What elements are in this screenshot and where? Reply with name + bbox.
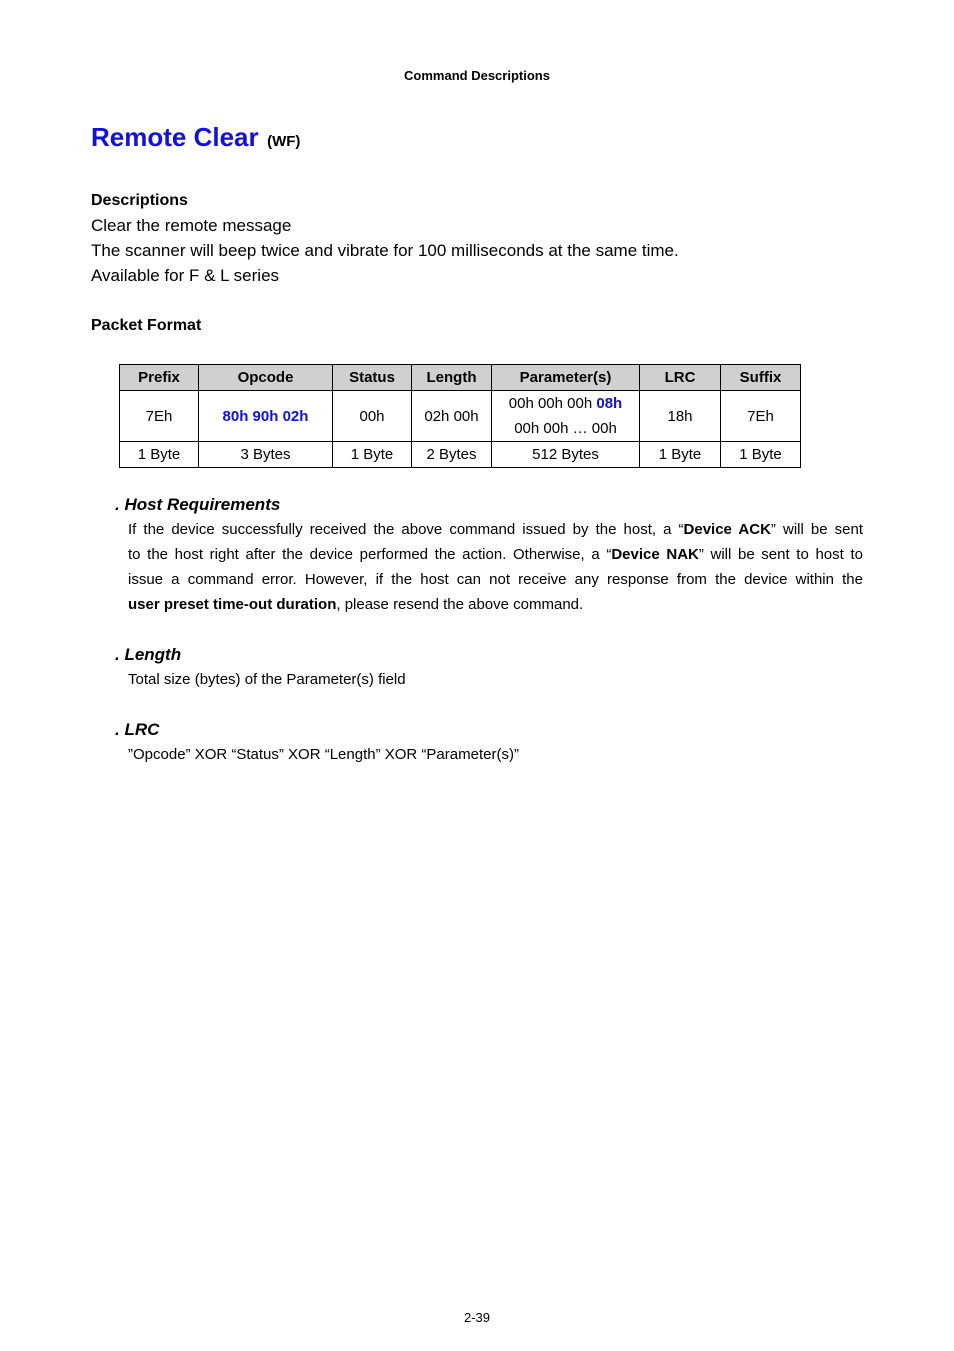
lrc-paragraph: ”Opcode” XOR “Status” XOR “Length” XOR “Parameter(s)” <box>128 746 519 763</box>
suffix-value: 7Eh <box>721 391 801 442</box>
page-title <box>91 122 300 153</box>
parameters-size: 512 Bytes <box>492 442 640 468</box>
table-header-row <box>120 365 801 391</box>
parameters-value <box>492 391 640 442</box>
length-size: 2 Bytes <box>412 442 492 468</box>
timeout-term: user preset time-out duration <box>128 596 337 613</box>
opcode-value: 80h 90h 02h <box>199 391 333 442</box>
text-run: to the host right after the device performed the action. Otherwise, a “ <box>128 546 612 563</box>
running-header: Command Descriptions <box>404 68 550 83</box>
descriptions-label: Descriptions <box>91 192 188 209</box>
length-paragraph: Total size (bytes) of the Parameter(s) field <box>128 671 406 688</box>
header-length: Length <box>412 365 492 391</box>
device-ack-term: Device ACK <box>683 521 771 538</box>
command-code: (WF) <box>267 133 301 150</box>
parameters-bytes: 00h 00h 00h <box>508 395 593 412</box>
description-line: The scanner will beep twice and vibrate for 100 milliseconds at the same time. <box>91 241 679 260</box>
header-opcode: Opcode <box>199 365 333 391</box>
page-number: 2-39 <box>463 1310 491 1325</box>
text-run: ” will be sent to host to <box>698 546 863 563</box>
suffix-size: 1 Byte <box>721 442 801 468</box>
header-suffix: Suffix <box>721 365 801 391</box>
paragraph-line <box>128 542 863 567</box>
paragraph-line <box>128 592 863 617</box>
host-requirements-paragraph <box>128 517 863 617</box>
header-prefix: Prefix <box>120 365 199 391</box>
length-value: 02h 00h <box>412 391 492 442</box>
host-requirements-heading: . Host Requirements <box>115 495 281 514</box>
device-nak-term: Device NAK <box>611 546 699 563</box>
header-parameters: Parameter(s) <box>492 365 640 391</box>
parameters-highlight-byte: 08h <box>596 395 623 412</box>
prefix-size: 1 Byte <box>120 442 199 468</box>
packet-format-table <box>119 364 801 468</box>
lrc-heading: . LRC <box>115 720 160 739</box>
opcode-size: 3 Bytes <box>199 442 333 468</box>
lrc-value: 18h <box>640 391 721 442</box>
paragraph-line: issue a command error. However, if the host can not receive any response from the device within the <box>128 571 863 588</box>
table-row <box>120 442 801 468</box>
command-name: Remote Clear <box>91 122 259 152</box>
prefix-value: 7Eh <box>120 391 199 442</box>
status-size: 1 Byte <box>333 442 412 468</box>
status-value: 00h <box>333 391 412 442</box>
parameters-line-2: 00h 00h … 00h <box>514 420 617 437</box>
header-lrc: LRC <box>640 365 721 391</box>
table-row <box>120 391 801 442</box>
text-run: ” will be sent <box>770 521 863 538</box>
description-line: Available for F & L series <box>91 266 280 285</box>
paragraph-line <box>128 517 863 542</box>
packet-format-label: Packet Format <box>91 317 202 334</box>
header-status: Status <box>333 365 412 391</box>
length-heading: . Length <box>115 645 182 664</box>
text-run: If the device successfully received the above command issued by the host, a “ <box>128 521 684 538</box>
lrc-size: 1 Byte <box>640 442 721 468</box>
description-line: Clear the remote message <box>91 216 292 235</box>
parameters-line-1 <box>492 391 639 416</box>
text-run: , please resend the above command. <box>336 596 584 613</box>
